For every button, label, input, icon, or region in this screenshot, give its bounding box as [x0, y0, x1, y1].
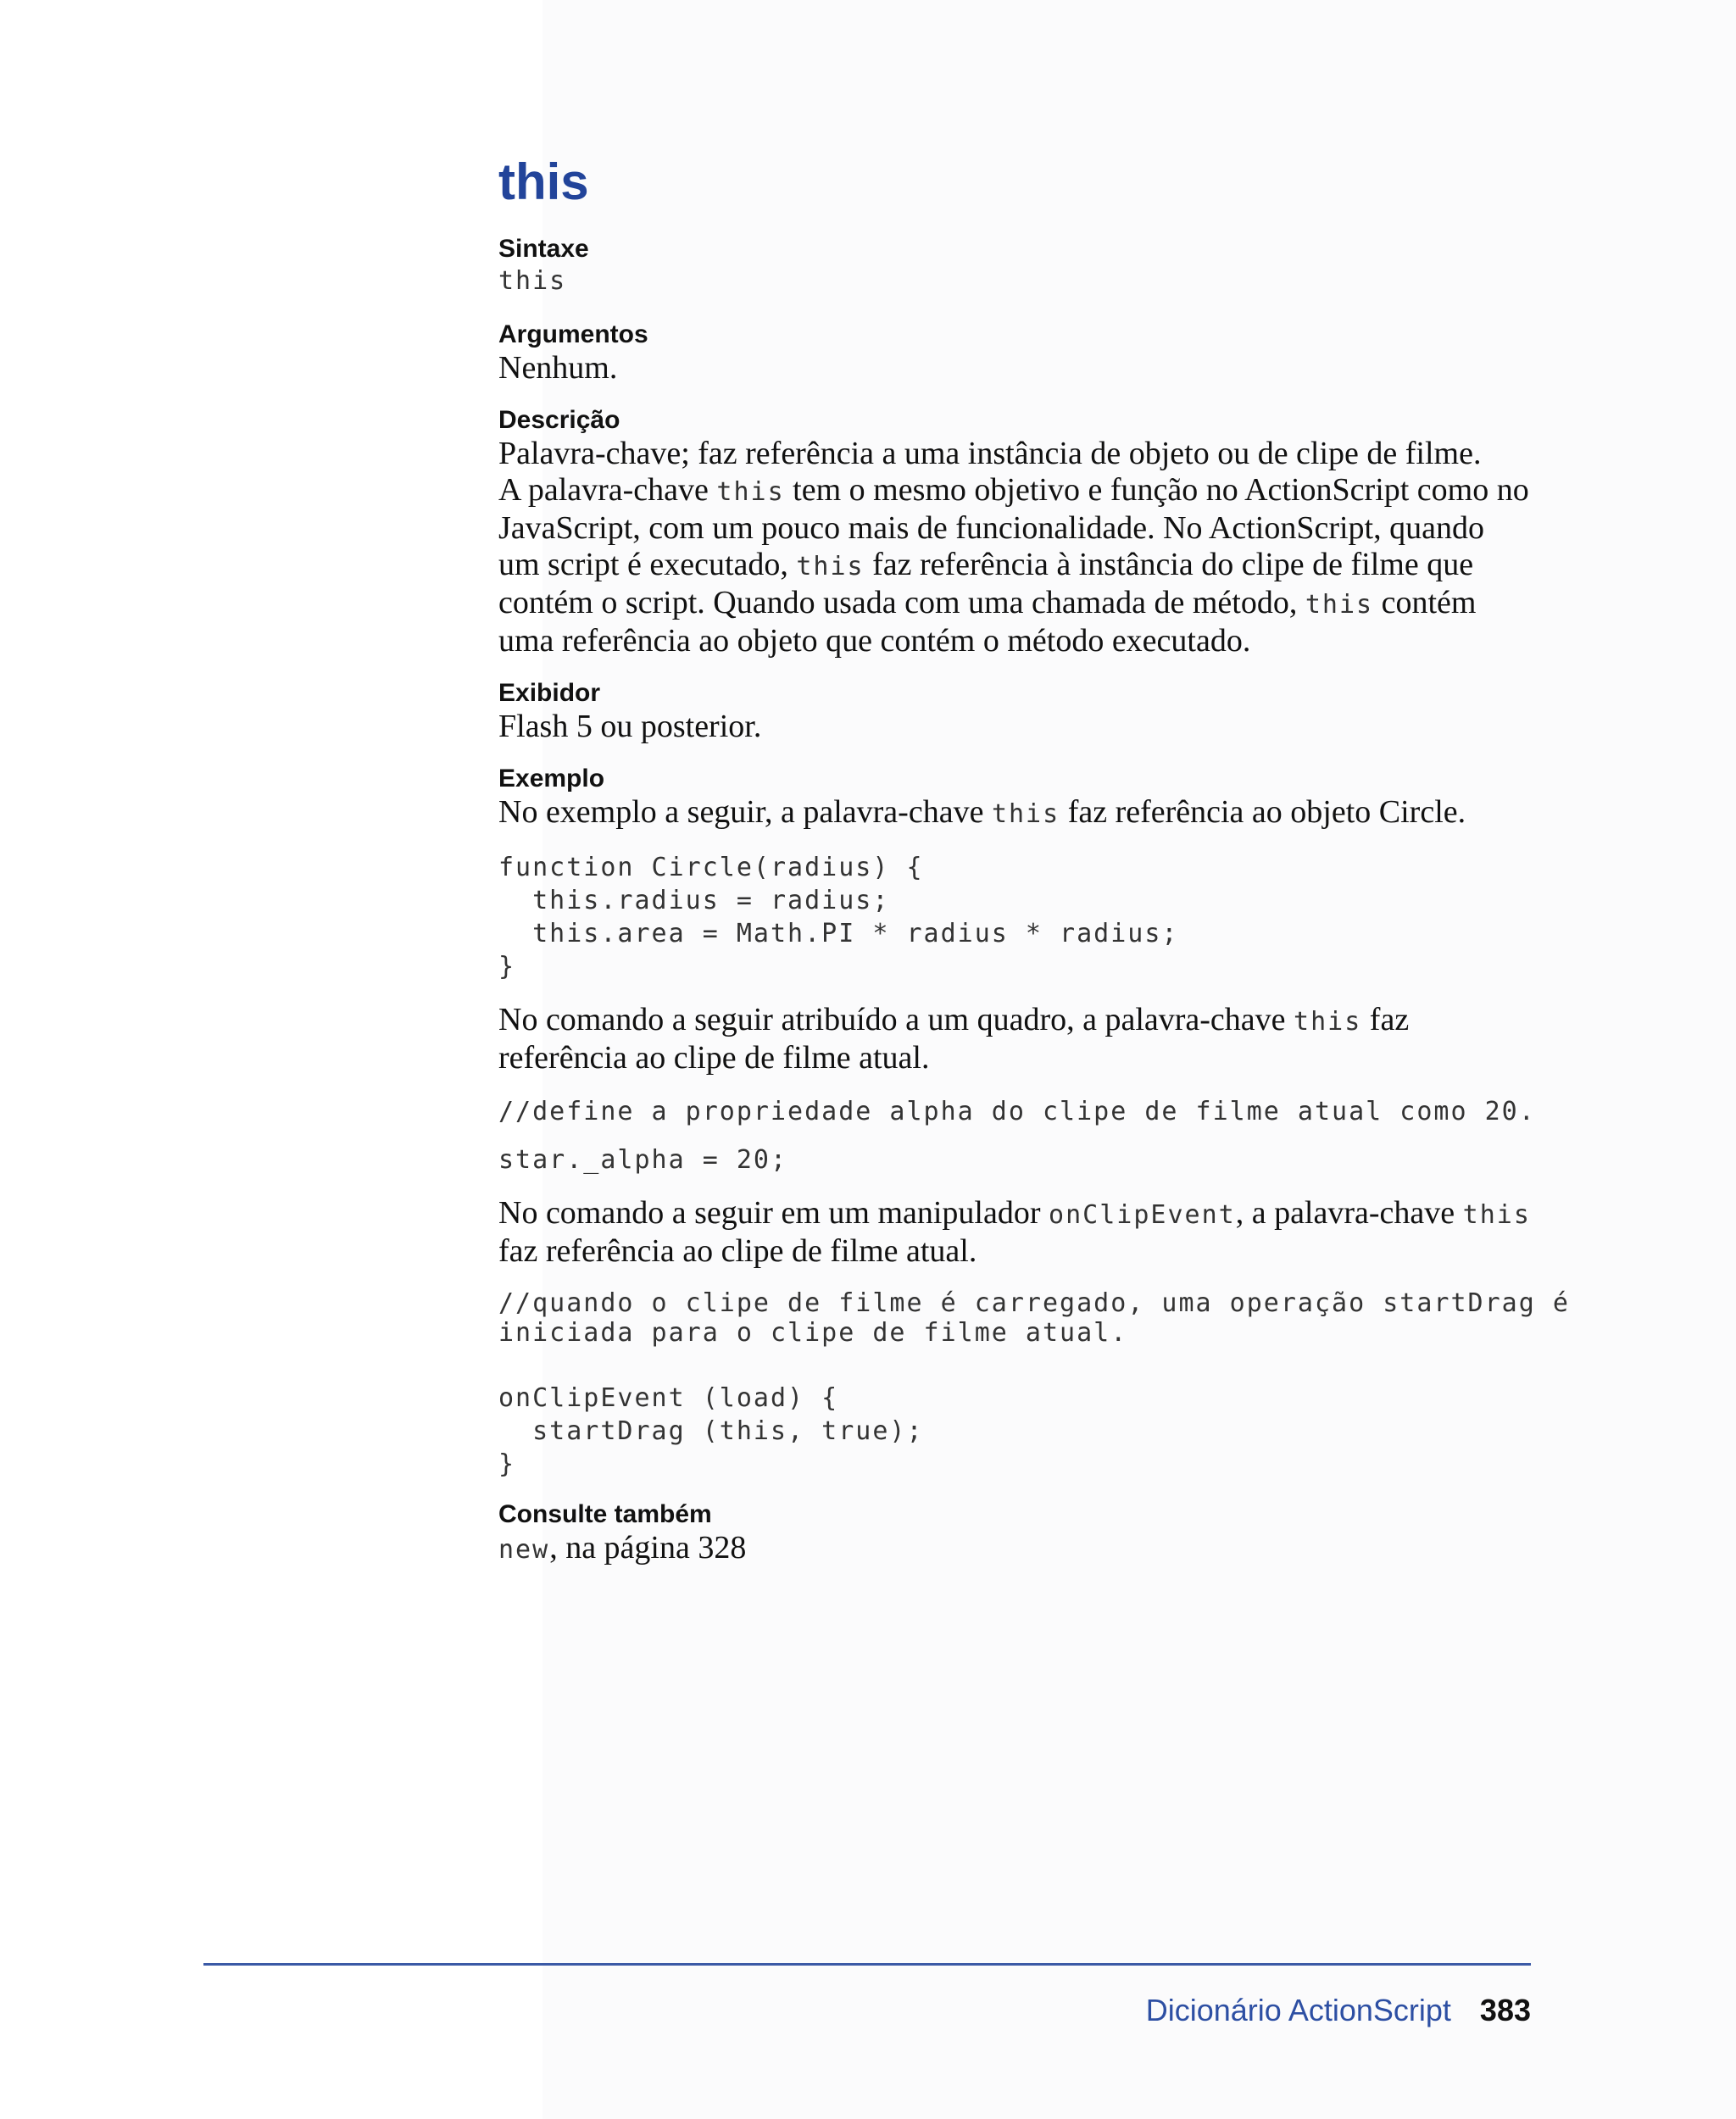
this-keyword-code: this [796, 552, 865, 581]
exemplo-intro-1 [498, 794, 1533, 832]
footer-rule [203, 1963, 1531, 1966]
consulte-reference [498, 1530, 1533, 1568]
argumentos-text: Nenhum. [498, 350, 618, 386]
sintaxe-code: this [498, 266, 567, 296]
intro-text: , a palavra-chave [1235, 1195, 1463, 1231]
exemplo-heading: Exemplo [498, 765, 605, 793]
intro-text: faz referência ao clipe de filme atual. [498, 1233, 977, 1269]
onclipevent-code: onClipEvent [1049, 1200, 1236, 1230]
footer-page-number: 383 [1479, 1993, 1531, 2027]
sintaxe-heading: Sintaxe [498, 235, 589, 263]
this-keyword-code: this [991, 799, 1060, 829]
exemplo-intro-3 [498, 1195, 1533, 1270]
exibidor-heading: Exibidor [498, 679, 601, 707]
descricao-text-b: tem o mesmo objetivo e função no ActionScript como no JavaScript, com um pouco mais de funcionalidade. No ActionScript, quando um script é executado, [498, 472, 1529, 582]
descricao-text-a: A palavra-chave [498, 472, 717, 508]
intro-text: No comando a seguir em um manipulador [498, 1195, 1049, 1231]
descricao-text-d: contém uma referência ao objeto que contém o método executado. [498, 585, 1477, 659]
descricao-text-c: faz referência à instância do clipe de filme que contém o script. Quando usada com uma chamada de método, [498, 547, 1474, 620]
intro-text: faz referência ao objeto Circle. [1060, 794, 1466, 830]
code-comment-startdrag: //quando o clipe de filme é carregado, uma operação startDrag iniciada para o clipe de filme atual. [498, 1288, 1536, 1348]
descricao-heading: Descrição [498, 406, 620, 434]
descricao-line1: Palavra-chave; faz referência a uma instância de objeto ou de clipe de filme. [498, 436, 1482, 471]
this-keyword-code: this [1305, 590, 1374, 620]
this-keyword-code: this [1294, 1007, 1362, 1037]
code-comment-alpha: //define a propriedade alpha do clipe de filme atual como 20. [498, 1097, 1536, 1126]
new-reference-link[interactable]: new [498, 1535, 550, 1565]
this-keyword-code: this [1462, 1200, 1531, 1230]
intro-text: No exemplo a seguir, a palavra-chave [498, 794, 992, 830]
consulte-page-ref: , na página 328 [549, 1530, 747, 1566]
code-statement-alpha: star._alpha = 20; [498, 1145, 788, 1175]
entry-title: this [498, 153, 589, 210]
argumentos-heading: Argumentos [498, 320, 648, 348]
this-keyword-code: this [716, 477, 785, 507]
consulte-heading: Consulte também [498, 1500, 712, 1528]
exibidor-text: Flash 5 ou posterior. [498, 709, 762, 744]
code-block-onclipevent: onClipEvent (load) { startDrag (this, true); } [498, 1383, 924, 1479]
page-footer [1146, 1992, 1531, 2029]
exemplo-intro-2 [498, 1002, 1533, 1076]
intro-text: No comando a seguir atribuído a um quadro, a palavra-chave [498, 1002, 1294, 1037]
code-block-circle: function Circle(radius) { this.radius = radius; this.area = Math.PI * radius * radius; } [498, 853, 1179, 982]
intro-text: faz referência ao clipe de filme atual. [498, 1002, 1410, 1076]
footer-section-title: Dicionário ActionScript [1145, 1993, 1451, 2027]
descricao-paragraph [498, 436, 1533, 659]
dictionary-entry [498, 153, 1536, 1587]
